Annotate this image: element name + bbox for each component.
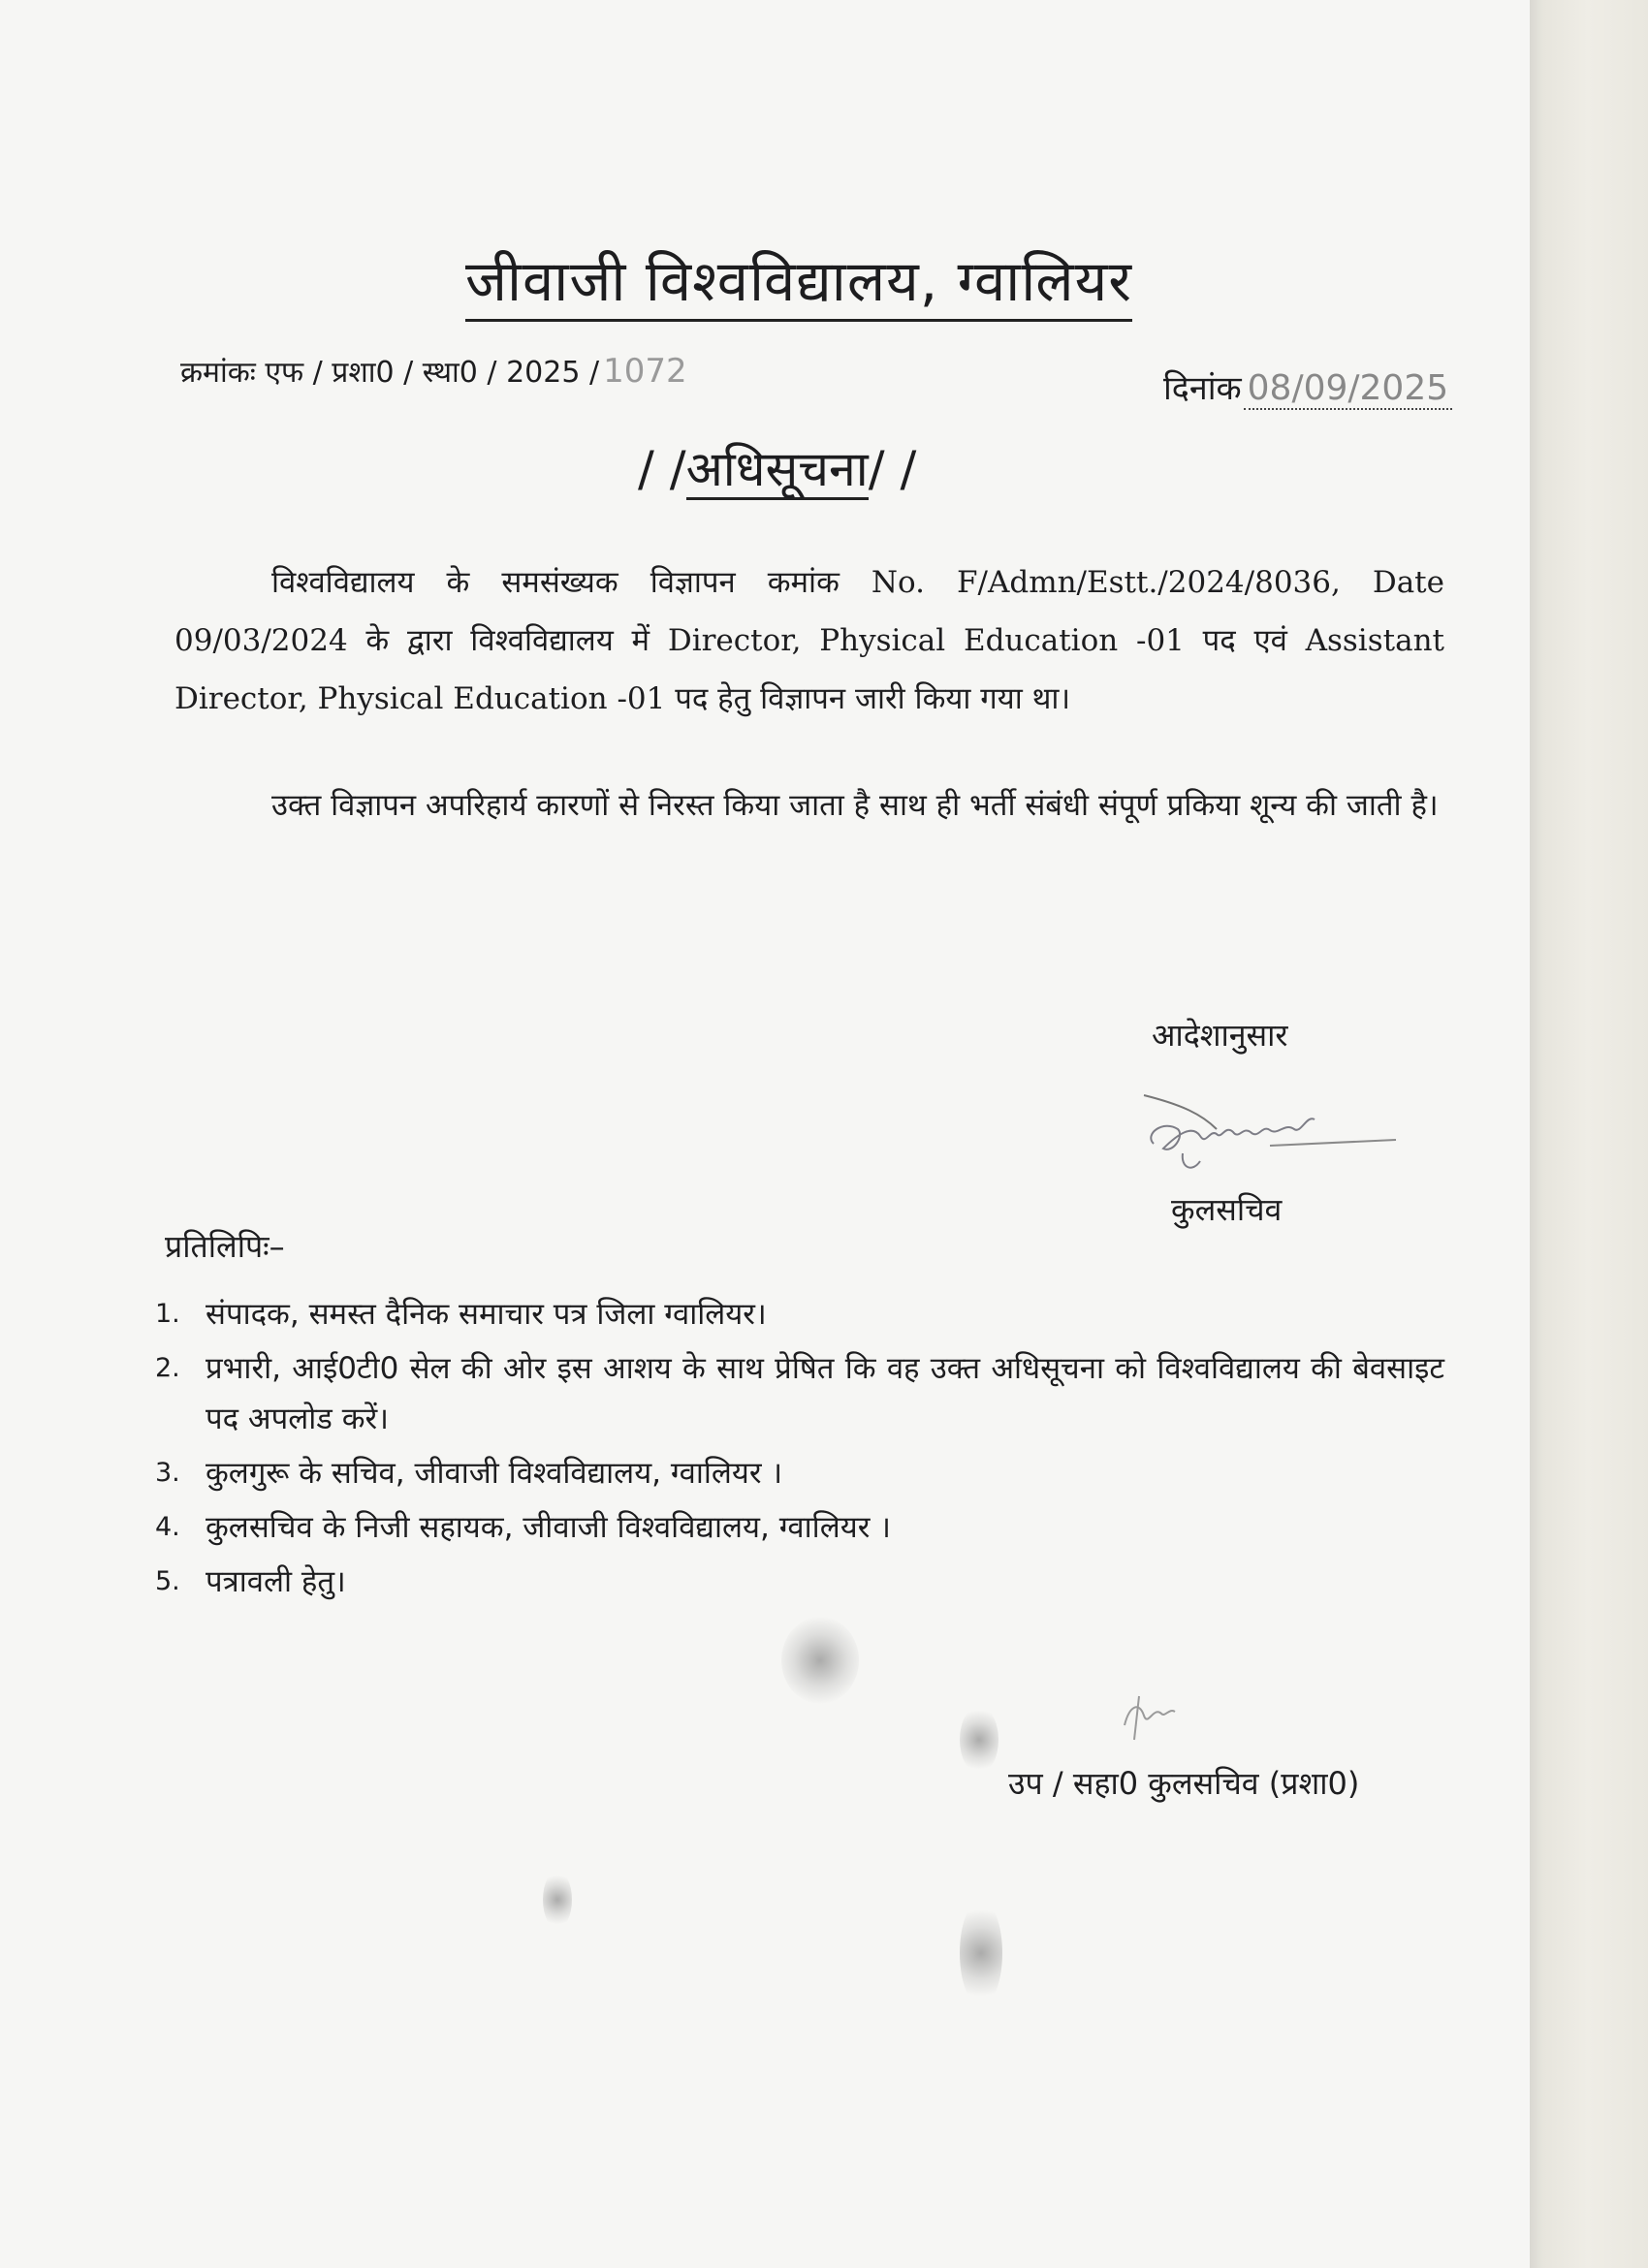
body-paragraph: विश्वविद्यालय के समसंख्यक विज्ञापन कमांक No. F/Admn/Estt./2024/8036, Date 09/03/2024 के द्वारा विश्वविद्यालय में Director, Physical Education -01 पद एवं Assistant Director, Physical Education -01 पद हेतु विज्ञापन जारी किया गया था। — [174, 565, 1444, 716]
list-item — [155, 1502, 1444, 1553]
reference-number — [180, 351, 687, 391]
list-item-text: कुलगुरू के सचिव, जीवाजी विश्वविद्यालय, ग्वालियर । — [206, 1456, 783, 1491]
list-item-text: प्रभारी, आई0टी0 सेल की ओर इस आशय के साथ प्रेषित कि वह उक्त अधिसूचना को विश्वविद्यालय की बेवसाइट पद अपलोड करें। — [206, 1351, 1444, 1436]
list-item-number: 3. — [155, 1458, 180, 1488]
list-item-text: संपादक, समस्त दैनिक समाचार पत्र जिला ग्वालियर। — [206, 1297, 767, 1332]
registrar-signature — [1125, 1076, 1406, 1182]
ink-smudge — [960, 1706, 998, 1774]
heading-suffix: / / — [868, 441, 917, 497]
list-item-number: 1. — [155, 1299, 180, 1329]
list-item-text: पत्रावली हेतु। — [206, 1564, 346, 1599]
list-item — [155, 1289, 1444, 1339]
order-text: आदेशानुसार — [1152, 1017, 1288, 1054]
heading-prefix: / / — [638, 441, 686, 497]
notification-heading — [638, 434, 916, 500]
university-title: जीवाजी विश्वविद्यालय, ग्वालियर — [465, 240, 1132, 322]
list-item-number: 5. — [155, 1566, 180, 1596]
scan-edge — [1530, 0, 1648, 2268]
list-item — [155, 1557, 1444, 1607]
body-paragraph: उक्त विज्ञापन अपरिहार्य कारणों से निरस्त किया जाता है साथ ही भर्ती संबंधी संपूर्ण प्रकिया शून्य की जाती है। — [271, 788, 1439, 823]
ink-smudge — [960, 1900, 1002, 2006]
heading-word: अधिसूचना — [686, 441, 869, 500]
registrar-title: कुलसचिव — [1171, 1191, 1283, 1228]
reference-handwritten-number: 1072 — [603, 352, 687, 391]
deputy-registrar-title: उप / सहा0 कुलसचिव (प्रशा0) — [1008, 1765, 1360, 1802]
deputy-initials — [1105, 1686, 1202, 1754]
ink-smudge — [543, 1871, 572, 1929]
list-item — [155, 1343, 1444, 1444]
list-item — [155, 1448, 1444, 1498]
copy-to-label: प्रतिलिपिः– — [165, 1228, 285, 1265]
issue-date — [1163, 364, 1452, 410]
list-item-number: 4. — [155, 1512, 180, 1542]
list-item-number: 2. — [155, 1353, 180, 1383]
date-value: 08/09/2025 — [1244, 368, 1453, 410]
list-item-text: कुलसचिव के निजी सहायक, जीवाजी विश्वविद्यालय, ग्वालियर । — [206, 1510, 891, 1545]
copy-to-list — [155, 1289, 1444, 1611]
ink-smudge — [781, 1617, 859, 1704]
date-label: दिनांक — [1163, 369, 1242, 408]
reference-prefix: क्रमांकः एफ / प्रशा0 / स्था0 / 2025 / — [180, 356, 600, 390]
